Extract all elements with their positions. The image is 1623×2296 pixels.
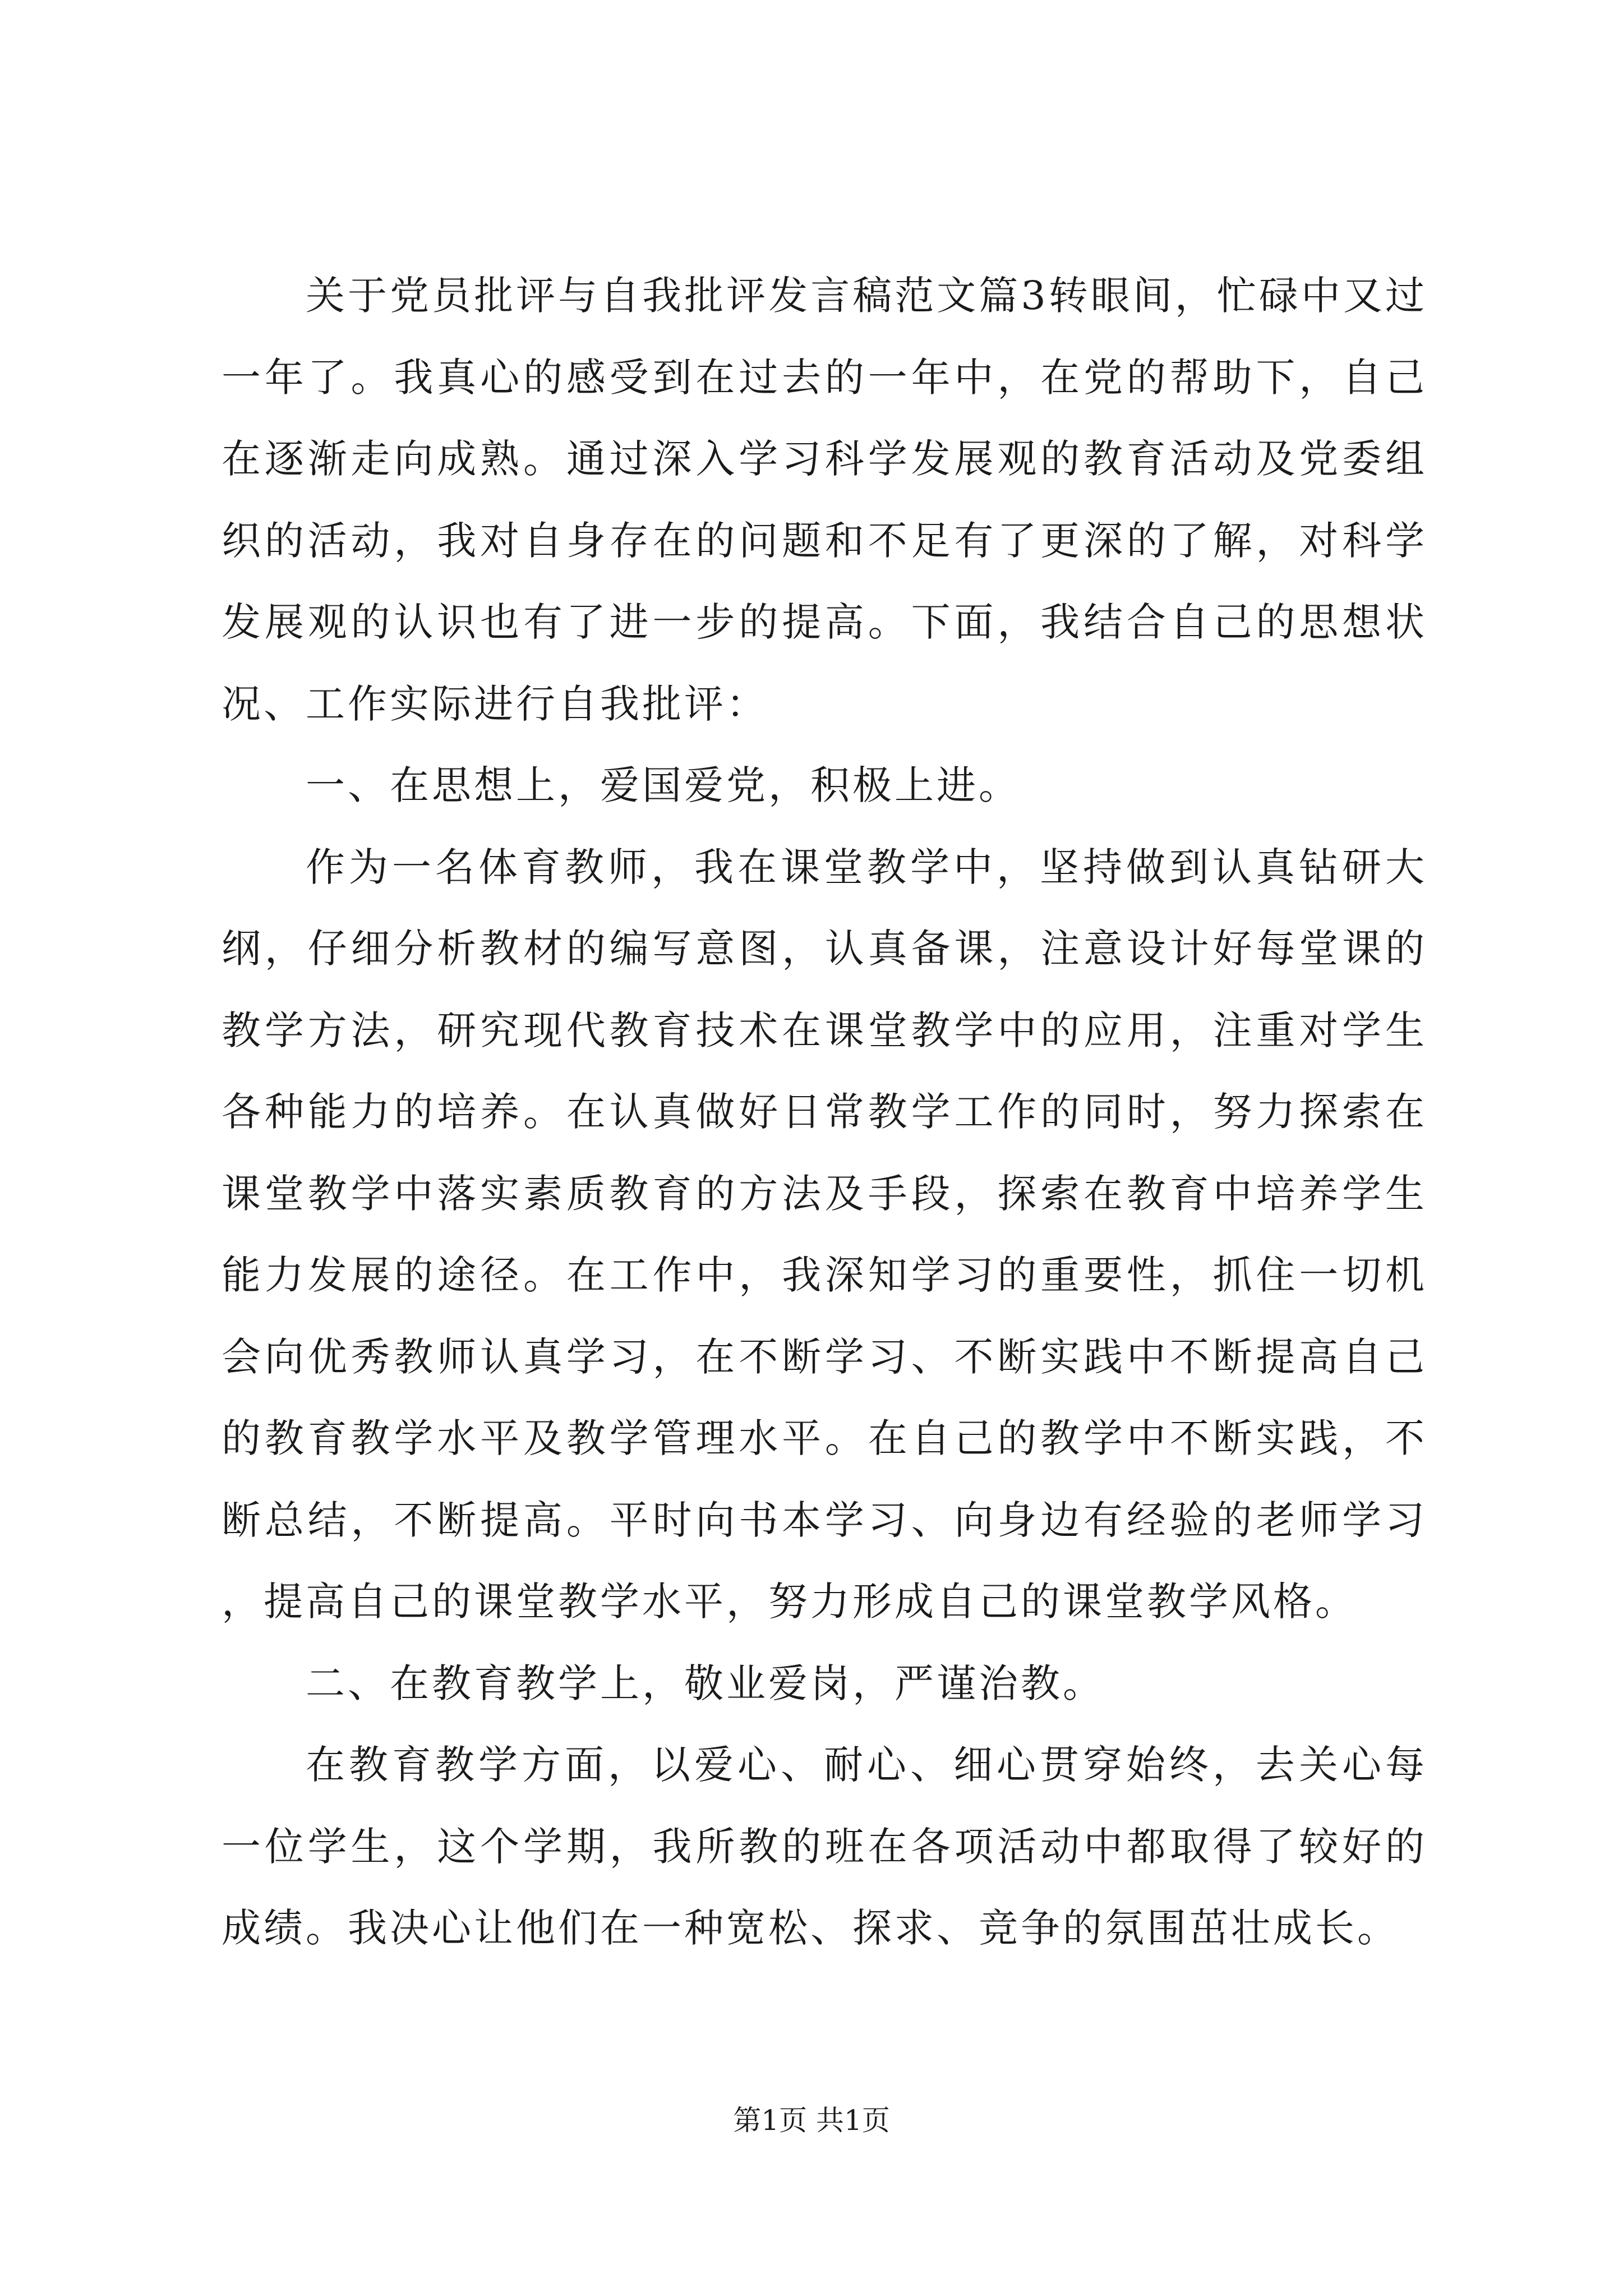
paragraph-intro: 关于党员批评与自我批评发言稿范文篇3转眼间，忙碌中又过一年了。我真心的感受到在过去的一年中，在党的帮助下，自己在逐渐走向成熟。通过深入学习科学发展观的教育活动及党委组织的活动，我对自身存在的问题和不足有了更深的了解，对科学发展观的认识也有了进一步的提高。下面，我结合自己的思想状况、工作实际进行自我批评： <box>222 273 1427 727</box>
paragraph-section-one: 作为一名体育教师，我在课堂教学中，坚持做到认真钻研大纲，仔细分析教材的编写意图，认真备课，注意设计好每堂课的教学方法，研究现代教育技术在课堂教学中的应用，注重对学生各种能力的培养。在认真做好日常教学工作的同时，努力探索在课堂教学中落实素质教育的方法及手段，探索在教育中培养学生能力发展的途径。在工作中，我深知学习的重要性，抓住一切机会向优秀教师认真学习，在不断学习、不断实践中不断提高自己的教育教学水平及教学管理水平。在自己的教学中不断实践，不断总结，不断提高。平时向书本学习、向身边有经验的老师学习，提高自己的课堂教学水平，努力形成自己的课堂教学风格。 <box>222 844 1427 1625</box>
document-body <box>222 255 1427 1970</box>
paragraph-section-two: 在教育教学方面，以爱心、耐心、细心贯穿始终，去关心每一位学生，这个学期，我所教的班在各项活动中都取得了较好的成绩。我决心让他们在一种宽松、探求、竞争的氛围茁壮成长。 <box>222 1742 1427 1951</box>
heading-section-one: 一、在思想上，爱国爱党，积极上进。 <box>306 762 1021 808</box>
page-footer: 第1页 共1页 <box>733 2104 890 2137</box>
heading-section-two: 二、在教育教学上，敬业爱岗，严谨治教。 <box>306 1660 1105 1706</box>
